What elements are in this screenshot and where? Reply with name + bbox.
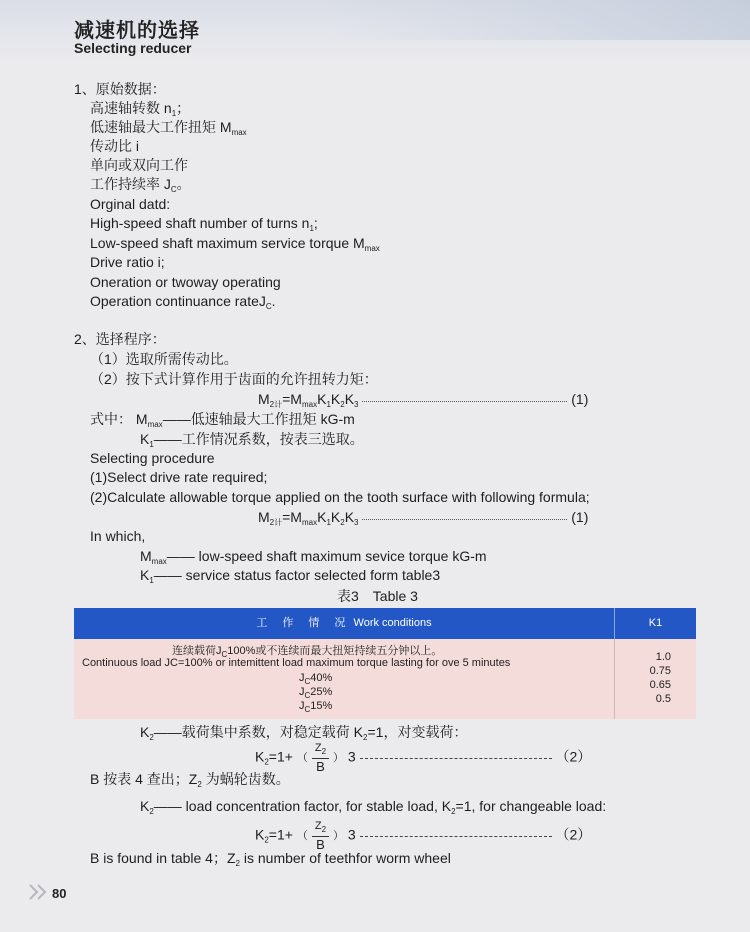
en-line-mmax: Low-speed shaft maximum service torque $M_{max}$ — [90, 235, 380, 253]
page-title-en: Selecting reducer — [74, 40, 192, 56]
en-line-ratio: Drive ratio i; — [90, 254, 165, 270]
cn-b-note: B 按表 4 查出；$Z_2$ 为蜗轮齿数。 — [90, 771, 290, 789]
cn-line-jc: 工作持续率 $J_C$。 — [90, 176, 191, 194]
en-where-k1: $K_1——$ service status factor selected form table3 — [140, 567, 441, 585]
page-title-cn: 减速机的选择 — [74, 20, 200, 42]
en-line-jc: Operation continuance rateJ$_C$. — [90, 293, 276, 311]
cn-where-k1: $K_1——$工作情况系数，按表三选取。 — [140, 431, 364, 449]
table3-k1-value: 1.0 — [655, 651, 671, 663]
cn-where-m: 式中： $M_{max}——$低速轴最大工作扭矩 kG-m — [90, 411, 355, 429]
formula-2-en: $K_2=1+$ （ $\frac{Z_2}{B}$ ） 3 （2） — [255, 820, 592, 852]
section2-heading: 2、选择程序： — [74, 331, 166, 347]
en-b-note: B is found in table 4；$Z_2$ is number of teethfor worm wheel — [90, 850, 451, 868]
table3-k1-value: 0.75 — [649, 665, 671, 677]
table3-cond-en: Continuous load JC=100% or intemittent load maximum torque lasting for ove 5 minutes — [82, 657, 511, 669]
table3-body — [74, 639, 696, 719]
table3-header-k1: K1 — [648, 617, 663, 629]
formula-2-cn: $K_2=1+$ （ $\frac{Z_2}{B}$ ） 3 （2） — [255, 742, 592, 774]
en-line-orginal: Orginal datd: — [90, 196, 171, 212]
table3-k1-value: 0.5 — [655, 693, 671, 705]
cn-line-direction: 单向或双向工作 — [90, 157, 188, 173]
table3-caption: 表3 Table 3 — [337, 588, 418, 604]
cn-line-ratio: 传动比 i — [90, 138, 139, 154]
table3 — [74, 608, 696, 718]
formula-1-cn: $M_{2计}=M_{max}K_1K_2K_3$ (1) — [258, 391, 589, 409]
formula-1-en: $M_{2计}=M_{max}K_1K_2K_3$ (1) — [258, 509, 589, 527]
en-where-m: $M_{max}——$ low-speed shaft maximum sevice torque kG-m — [140, 548, 487, 566]
cn-k2-desc: $K_2——$载荷集中系数，对稳定载荷 $K_2=1$，对变载荷： — [140, 724, 468, 742]
section1-heading: 1、原始数据： — [74, 81, 166, 97]
table3-header-conditions: 工 作 情 况 Work conditions — [74, 608, 615, 639]
en-line-n1: High-speed shaft number of turns $n_1$; — [90, 215, 318, 233]
en-procedure-heading: Selecting procedure — [90, 450, 215, 466]
table3-row-j40: $J_C40\%$ — [299, 672, 333, 686]
en-step1: (1)Select drive rate required; — [90, 469, 268, 485]
cn-line-mmax: 低速轴最大工作扭矩 $M_{max}$ — [90, 119, 247, 137]
en-in-which: In which, — [90, 528, 146, 544]
page-number: 80 — [52, 886, 67, 901]
en-k2-desc: $K_2——$ load concentration factor, for stable load, $K_2=1$, for changeable load: — [140, 798, 607, 816]
table3-header — [74, 608, 696, 639]
table3-row-j25: $J_C25\%$ — [299, 686, 333, 700]
table3-k1-value: 0.65 — [649, 679, 671, 691]
table3-conditions-cell — [74, 639, 615, 719]
cn-line-n1: 高速轴转数 $n_1$； — [90, 100, 191, 118]
page-arrow-icon — [28, 883, 50, 901]
en-line-operating: Oneration or twoway operating — [90, 274, 281, 290]
table3-cond-cn: 连续载荷$J_C100\%$或不连续而最大扭矩持续五分钟以上。 — [172, 645, 443, 659]
cn-step1: （1）选取所需传动比。 — [90, 351, 238, 367]
table3-row-j15: $J_C15\%$ — [299, 700, 333, 714]
en-step2: (2)Calculate allowable torque applied on the tooth surface with following formula; — [90, 489, 590, 505]
cn-step2: （2）按下式计算作用于齿面的允许扭转力矩： — [90, 371, 378, 387]
table3-k1-cell — [615, 639, 696, 719]
